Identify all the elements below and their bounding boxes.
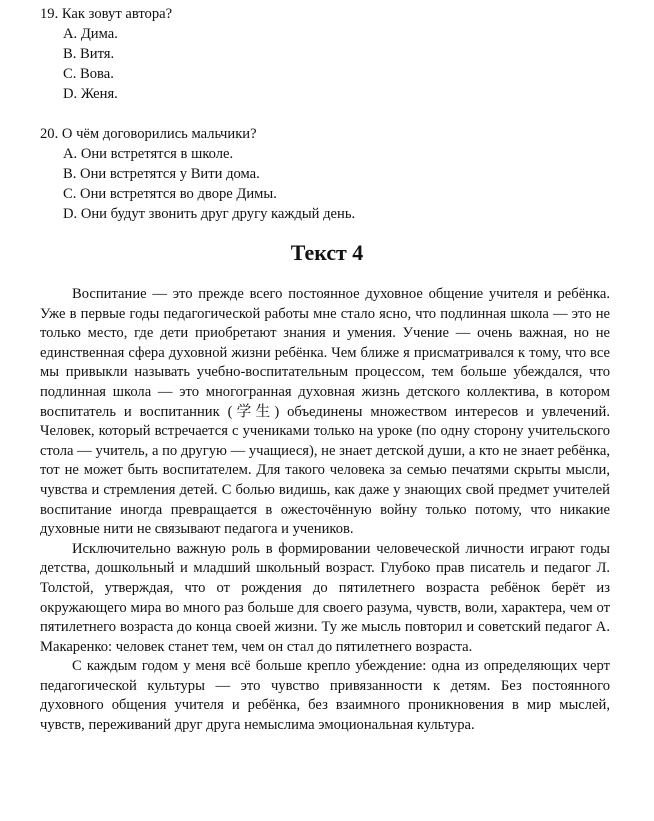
answer-option-b: B. Витя. — [63, 46, 115, 62]
answer-option-d: D. Женя. — [63, 86, 118, 102]
answer-option-a: A. Дима. — [63, 26, 118, 42]
answer-option-d: D. Они будут звонить друг другу каждый день. — [63, 206, 356, 222]
section-title: Текст 4 — [290, 240, 364, 265]
paragraph-2: Исключительно важную роль в формировании человеческой личности играют годы детства, дошкольный и младший школьный возраст. Глубоко прав писатель и педагог Л. Толстой, утверждая, что от рождения до пятилетнего возраста ребёнок берёт из окружающего мира во много раз больше для своего разума, чувств, воли, характера, чем от пятилетнего возраста до конца своей жизни. Ту же мысль повторил и советский педагог А. Макаренко: человек станет тем, чем он стал до пятилетнего возраста. — [40, 540, 610, 655]
answer-option-a: A. Они встретятся в школе. — [63, 146, 234, 162]
question-19 — [40, 4, 620, 104]
answer-option-b: B. Они встретятся у Вити дома. — [63, 166, 260, 182]
answer-option-c: C. Они встретятся во дворе Димы. — [63, 186, 277, 202]
paragraph-3: С каждым годом у меня всё больше крепло убеждение: одна из определяющих черт педагогической культуры — это чувство привязанности к детям. Без постоянного духовного общения учителя и ребёнка, без взаимного проникновения в мир мыслей, чувств, переживаний друг друга немыслима эмоциональная культура. — [40, 658, 610, 734]
question-20 — [40, 124, 620, 224]
paragraph-1: Воспитание — это прежде всего постоянное духовное общение учителя и ребёнка. Уже в первые годы педагогической работы мне стало ясно, что подлинная школа — это не только место, где дети приобретают знания и умения. Учение — очень важная, но не единственная сфера духовной жизни ребёнка. Чем ближе я присматривался к тому, что все мы привыкли называть учебно-воспитательным процессом, тем больше убеждался, что подлинная школа — это многогранная духовная жизнь детского коллектива, в котором воспитатель и воспитанник (学生) объединены множеством интересов и увлечений. Человек, который встречается с учениками только на уроке (по одну сторону учительского стола — учитель, а по другую — учащиеся), не знает детской души, а кто не знает ребёнка, тот не может быть воспитателем. Для такого человека за семью печатями скрыты мысли, чувства и стремления детей. С болью видишь, как даже у знающих свой предмет учителей воспитание иногда превращается в ожесточённую войну только потому, что никакие духовные нити не связывают педагога и учеников. — [40, 286, 610, 538]
question-text: 19. Как зовут автора? — [40, 6, 173, 22]
question-text: 20. О чём договорились мальчики? — [40, 126, 257, 142]
reading-text — [40, 285, 610, 736]
answer-option-c: C. Вова. — [63, 66, 114, 82]
